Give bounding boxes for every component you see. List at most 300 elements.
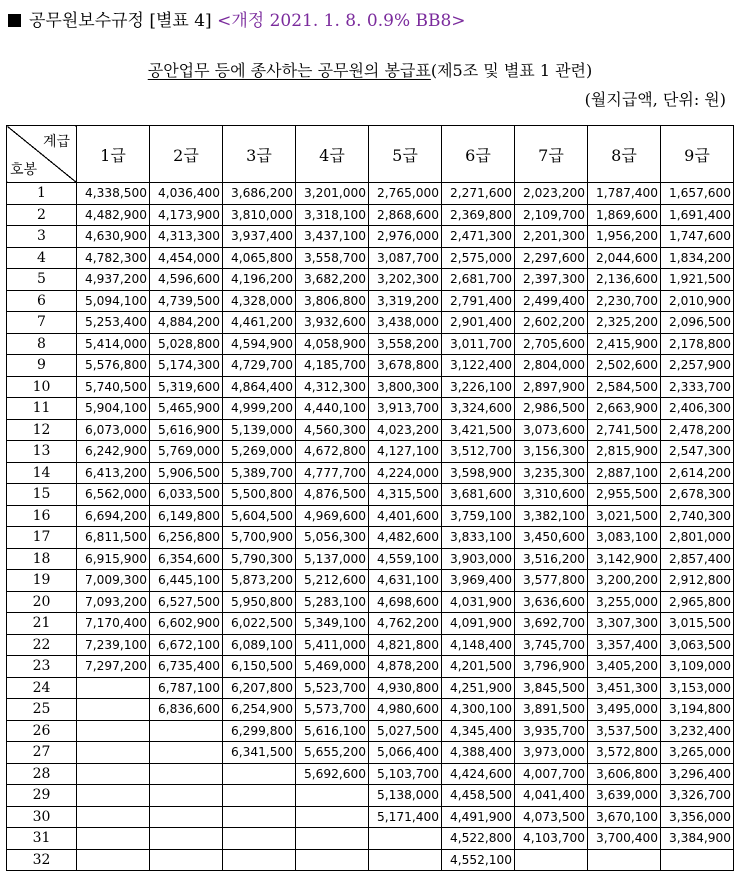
pay-cell [369,828,442,850]
step-number: 18 [7,548,77,570]
table-row [7,484,734,506]
pay-cell: 3,516,200 [515,548,588,570]
pay-cell: 4,313,300 [150,226,223,248]
grade-header: 1급 [77,126,150,183]
pay-cell: 6,242,900 [77,441,150,463]
pay-cell: 2,406,300 [661,398,734,420]
table-row [7,462,734,484]
pay-cell: 2,230,700 [588,290,661,312]
pay-cell [223,849,296,871]
table-row [7,269,734,291]
pay-cell: 2,678,300 [661,484,734,506]
pay-cell: 5,465,900 [150,398,223,420]
step-number: 17 [7,527,77,549]
pay-cell [369,849,442,871]
pay-cell: 1,657,600 [661,183,734,205]
pay-cell: 3,670,100 [588,806,661,828]
pay-cell: 5,056,300 [296,527,369,549]
pay-cell: 3,969,400 [442,570,515,592]
pay-cell: 7,093,200 [77,591,150,613]
pay-cell: 2,857,400 [661,548,734,570]
grade-header: 3급 [223,126,296,183]
table-title-suffix: (제5조 및 별표 1 관련) [430,61,593,80]
pay-cell: 3,636,600 [515,591,588,613]
pay-cell: 4,338,500 [77,183,150,205]
pay-cell: 2,897,900 [515,376,588,398]
pay-cell: 4,328,000 [223,290,296,312]
pay-cell [150,742,223,764]
grade-header-row [7,126,734,183]
pay-cell: 4,630,900 [77,226,150,248]
pay-cell: 3,357,400 [588,634,661,656]
step-number: 16 [7,505,77,527]
pay-cell: 2,765,000 [369,183,442,205]
pay-cell: 4,454,000 [150,247,223,269]
table-row [7,570,734,592]
table-row [7,828,734,850]
pay-cell: 3,686,200 [223,183,296,205]
pay-cell: 4,007,700 [515,763,588,785]
pay-cell: 2,986,500 [515,398,588,420]
pay-cell: 6,207,800 [223,677,296,699]
pay-cell: 4,388,400 [442,742,515,764]
table-row [7,720,734,742]
pay-cell: 3,796,900 [515,656,588,678]
table-row [7,763,734,785]
pay-cell [150,785,223,807]
pay-cell: 3,913,700 [369,398,442,420]
pay-cell: 3,021,500 [588,505,661,527]
step-number: 26 [7,720,77,742]
pay-cell: 5,573,700 [296,699,369,721]
table-row [7,591,734,613]
pay-cell [223,828,296,850]
pay-cell: 4,065,800 [223,247,296,269]
pay-cell: 1,869,600 [588,204,661,226]
step-number: 12 [7,419,77,441]
pay-cell: 2,478,200 [661,419,734,441]
pay-cell: 4,729,700 [223,355,296,377]
pay-cell: 2,741,500 [588,419,661,441]
pay-cell: 2,575,000 [442,247,515,269]
step-number: 10 [7,376,77,398]
pay-cell: 3,255,000 [588,591,661,613]
step-number: 5 [7,269,77,291]
pay-cell: 5,103,700 [369,763,442,785]
step-number: 9 [7,355,77,377]
pay-cell: 6,445,100 [150,570,223,592]
pay-cell: 1,691,400 [661,204,734,226]
pay-cell [150,763,223,785]
pay-cell: 2,868,600 [369,204,442,226]
pay-cell: 3,598,900 [442,462,515,484]
pay-cell: 1,921,500 [661,269,734,291]
pay-cell: 3,318,100 [296,204,369,226]
pay-cell: 3,800,300 [369,376,442,398]
pay-cell: 2,901,400 [442,312,515,334]
pay-cell [77,828,150,850]
pay-cell: 6,254,900 [223,699,296,721]
pay-cell: 2,010,900 [661,290,734,312]
grade-header: 8급 [588,126,661,183]
pay-cell: 4,251,900 [442,677,515,699]
pay-cell: 2,297,600 [515,247,588,269]
pay-cell: 4,491,900 [442,806,515,828]
step-number: 7 [7,312,77,334]
pay-cell: 7,170,400 [77,613,150,635]
pay-cell [296,785,369,807]
pay-cell: 2,333,700 [661,376,734,398]
unit-note: (월지급액, 단위: 원) [584,90,726,109]
pay-cell: 5,604,500 [223,505,296,527]
table-row [7,247,734,269]
pay-cell: 5,027,500 [369,720,442,742]
pay-cell: 3,382,100 [515,505,588,527]
pay-cell: 2,499,400 [515,290,588,312]
table-row [7,656,734,678]
pay-cell: 2,257,900 [661,355,734,377]
pay-cell: 2,955,500 [588,484,661,506]
pay-cell: 6,527,500 [150,591,223,613]
pay-cell: 4,440,100 [296,398,369,420]
pay-cell: 6,089,100 [223,634,296,656]
step-number: 4 [7,247,77,269]
pay-cell: 2,663,900 [588,398,661,420]
step-number: 30 [7,806,77,828]
pay-cell: 6,341,500 [223,742,296,764]
table-row [7,376,734,398]
pay-cell: 2,705,600 [515,333,588,355]
pay-cell: 5,655,200 [296,742,369,764]
step-number: 19 [7,570,77,592]
pay-cell: 5,873,200 [223,570,296,592]
pay-cell: 4,930,800 [369,677,442,699]
grade-header: 9급 [661,126,734,183]
pay-cell: 3,122,400 [442,355,515,377]
table-row [7,634,734,656]
pay-table [6,125,734,871]
pay-cell: 4,522,800 [442,828,515,850]
pay-cell: 4,631,100 [369,570,442,592]
pay-cell: 3,194,800 [661,699,734,721]
pay-cell: 6,150,500 [223,656,296,678]
pay-cell: 3,235,300 [515,462,588,484]
pay-cell: 6,787,100 [150,677,223,699]
pay-cell: 2,815,900 [588,441,661,463]
pay-cell: 2,096,500 [661,312,734,334]
pay-cell [661,849,734,871]
pay-cell: 4,401,600 [369,505,442,527]
pay-cell: 6,672,100 [150,634,223,656]
corner-header-cell [7,126,77,183]
grade-header: 6급 [442,126,515,183]
pay-cell: 2,740,300 [661,505,734,527]
pay-cell: 5,616,100 [296,720,369,742]
step-number: 14 [7,462,77,484]
pay-cell: 3,015,500 [661,613,734,635]
pay-cell [223,806,296,828]
pay-cell: 4,148,400 [442,634,515,656]
pay-cell: 4,739,500 [150,290,223,312]
pay-cell: 6,299,800 [223,720,296,742]
pay-cell: 2,791,400 [442,290,515,312]
table-row [7,419,734,441]
pay-cell: 2,136,600 [588,269,661,291]
pay-cell: 6,033,500 [150,484,223,506]
pay-cell: 2,584,500 [588,376,661,398]
table-row [7,290,734,312]
pay-cell [296,828,369,850]
pay-cell: 2,801,000 [661,527,734,549]
pay-cell: 4,876,500 [296,484,369,506]
pay-cell: 5,028,800 [150,333,223,355]
pay-cell: 2,547,300 [661,441,734,463]
pay-cell: 3,759,100 [442,505,515,527]
pay-cell: 3,356,000 [661,806,734,828]
pay-cell: 2,201,300 [515,226,588,248]
pay-cell: 2,415,900 [588,333,661,355]
pay-cell [77,785,150,807]
step-number: 6 [7,290,77,312]
table-row [7,505,734,527]
pay-cell [223,785,296,807]
pay-cell: 4,482,900 [77,204,150,226]
pay-cell: 3,678,800 [369,355,442,377]
pay-cell [588,849,661,871]
pay-cell: 4,091,900 [442,613,515,635]
step-number: 29 [7,785,77,807]
pay-cell: 4,036,400 [150,183,223,205]
pay-cell: 2,804,000 [515,355,588,377]
pay-cell: 3,437,100 [296,226,369,248]
pay-cell [296,806,369,828]
pay-cell: 5,692,600 [296,763,369,785]
step-number: 1 [7,183,77,205]
pay-cell [77,699,150,721]
table-row [7,677,734,699]
pay-cell: 5,411,000 [296,634,369,656]
table-row [7,226,734,248]
pay-cell: 3,421,500 [442,419,515,441]
grade-header: 5급 [369,126,442,183]
pay-cell: 5,066,400 [369,742,442,764]
pay-cell: 2,976,000 [369,226,442,248]
table-row [7,355,734,377]
pay-cell [150,849,223,871]
step-number: 15 [7,484,77,506]
pay-cell: 5,171,400 [369,806,442,828]
pay-cell: 2,109,700 [515,204,588,226]
black-square-icon [8,14,21,27]
step-number: 28 [7,763,77,785]
pay-cell: 3,537,500 [588,720,661,742]
pay-cell: 2,369,800 [442,204,515,226]
regulation-name: 공무원보수규정 [별표 4] [29,11,212,31]
pay-cell: 3,845,500 [515,677,588,699]
pay-cell: 3,512,700 [442,441,515,463]
pay-cell: 6,073,000 [77,419,150,441]
pay-cell: 2,887,100 [588,462,661,484]
pay-cell: 3,606,800 [588,763,661,785]
pay-cell: 4,999,200 [223,398,296,420]
pay-cell: 3,932,600 [296,312,369,334]
pay-cell [150,828,223,850]
step-number: 2 [7,204,77,226]
pay-cell [77,763,150,785]
step-number: 11 [7,398,77,420]
pay-cell: 4,196,200 [223,269,296,291]
pay-cell: 3,903,000 [442,548,515,570]
pay-cell: 4,058,900 [296,333,369,355]
pay-cell: 6,694,200 [77,505,150,527]
pay-cell [77,720,150,742]
pay-cell [77,806,150,828]
step-number: 32 [7,849,77,871]
pay-cell: 4,560,300 [296,419,369,441]
corner-step-label: 호봉 [10,162,38,178]
pay-cell: 3,692,700 [515,613,588,635]
pay-cell: 5,212,600 [296,570,369,592]
step-number: 21 [7,613,77,635]
pay-cell [77,742,150,764]
pay-cell: 6,735,400 [150,656,223,678]
pay-cell: 3,745,700 [515,634,588,656]
pay-cell: 6,811,500 [77,527,150,549]
pay-cell: 2,965,800 [661,591,734,613]
table-row [7,548,734,570]
table-row [7,527,734,549]
pay-cell: 3,681,600 [442,484,515,506]
pay-cell: 4,552,100 [442,849,515,871]
pay-cell: 5,700,900 [223,527,296,549]
pay-cell: 4,312,300 [296,376,369,398]
table-row [7,312,734,334]
pay-cell: 6,354,600 [150,548,223,570]
table-row [7,699,734,721]
pay-cell: 2,178,800 [661,333,734,355]
pay-cell: 3,451,300 [588,677,661,699]
pay-cell: 3,577,800 [515,570,588,592]
table-row [7,398,734,420]
pay-cell: 3,558,200 [369,333,442,355]
pay-cell: 4,878,200 [369,656,442,678]
pay-cell: 4,315,500 [369,484,442,506]
pay-cell: 3,682,200 [296,269,369,291]
pay-cell: 2,044,600 [588,247,661,269]
pay-cell: 3,937,400 [223,226,296,248]
pay-cell: 4,777,700 [296,462,369,484]
pay-cell: 4,864,400 [223,376,296,398]
pay-cell [150,720,223,742]
pay-cell: 4,782,300 [77,247,150,269]
pay-cell: 7,239,100 [77,634,150,656]
pay-cell: 3,083,100 [588,527,661,549]
pay-cell: 3,063,500 [661,634,734,656]
pay-cell: 3,700,400 [588,828,661,850]
pay-cell: 5,469,000 [296,656,369,678]
table-title [0,58,740,81]
pay-cell: 3,307,300 [588,613,661,635]
pay-cell: 3,891,500 [515,699,588,721]
pay-cell: 4,300,100 [442,699,515,721]
pay-cell: 5,904,100 [77,398,150,420]
table-row [7,742,734,764]
step-number: 20 [7,591,77,613]
pay-cell: 4,482,600 [369,527,442,549]
table-row [7,183,734,205]
pay-cell: 4,762,200 [369,613,442,635]
step-number: 23 [7,656,77,678]
pay-cell: 5,906,500 [150,462,223,484]
pay-cell [296,849,369,871]
pay-cell: 3,073,600 [515,419,588,441]
pay-cell: 5,500,800 [223,484,296,506]
pay-cell: 3,558,700 [296,247,369,269]
pay-cell: 3,202,300 [369,269,442,291]
pay-cell: 3,232,400 [661,720,734,742]
pay-cell: 3,201,000 [296,183,369,205]
pay-cell [77,677,150,699]
pay-cell: 2,271,600 [442,183,515,205]
pay-cell: 6,602,900 [150,613,223,635]
pay-cell: 4,559,100 [369,548,442,570]
pay-cell: 4,031,900 [442,591,515,613]
pay-cell: 3,806,800 [296,290,369,312]
step-number: 13 [7,441,77,463]
step-number: 27 [7,742,77,764]
pay-cell: 3,142,900 [588,548,661,570]
pay-cell: 3,384,900 [661,828,734,850]
step-number: 24 [7,677,77,699]
table-row [7,849,734,871]
pay-cell: 5,269,000 [223,441,296,463]
pay-cell: 5,319,600 [150,376,223,398]
pay-cell: 5,414,000 [77,333,150,355]
pay-cell: 6,562,000 [77,484,150,506]
pay-cell: 2,912,800 [661,570,734,592]
step-number: 8 [7,333,77,355]
pay-cell: 3,326,700 [661,785,734,807]
pay-cell: 3,833,100 [442,527,515,549]
pay-cell: 3,226,100 [442,376,515,398]
pay-cell: 4,980,600 [369,699,442,721]
pay-cell: 4,594,900 [223,333,296,355]
pay-cell: 5,174,300 [150,355,223,377]
pay-cell: 3,450,600 [515,527,588,549]
pay-cell: 5,094,100 [77,290,150,312]
pay-cell: 1,956,200 [588,226,661,248]
pay-cell: 4,127,100 [369,441,442,463]
pay-cell: 4,461,200 [223,312,296,334]
corner-grade-label: 계급 [42,134,70,150]
pay-cell: 2,325,200 [588,312,661,334]
pay-cell: 3,087,700 [369,247,442,269]
pay-cell: 5,138,000 [369,785,442,807]
table-row [7,441,734,463]
pay-cell: 5,389,700 [223,462,296,484]
pay-cell: 6,915,900 [77,548,150,570]
pay-cell: 6,256,800 [150,527,223,549]
pay-cell: 4,596,600 [150,269,223,291]
pay-cell: 5,769,000 [150,441,223,463]
step-number: 3 [7,226,77,248]
pay-cell: 4,041,400 [515,785,588,807]
pay-cell: 2,602,200 [515,312,588,334]
pay-cell: 3,011,700 [442,333,515,355]
table-title-main: 공안업무 등에 종사하는 공무원의 봉급표 [147,61,431,80]
pay-cell: 3,156,300 [515,441,588,463]
pay-cell: 5,253,400 [77,312,150,334]
